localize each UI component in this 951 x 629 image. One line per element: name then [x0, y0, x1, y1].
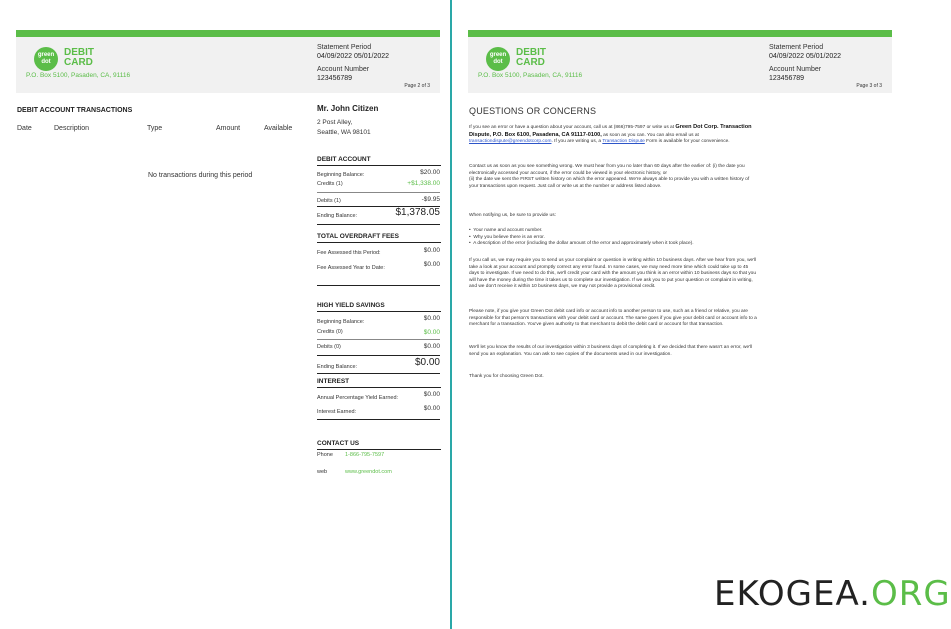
investigation-paragraph: If you call us, we may require you to send us your complaint or question in writing within 10 business days. After we hear from you, we'll take a look at your account and promptly correct any error found. In some cases, we may need more time which could take up to 45 days to investigate. If we need to do this, we'll credit your card with the amount you think is an error within 10 business days so that you will have the money during the time it takes us to complete our investigation. If we ask you to put your question or complaint in writing, and we don't receive it within 10 business days, we may not provide a provisional credit.	[469, 258, 757, 290]
overdraft-period-label: Fee Assessed this Period:	[317, 250, 381, 256]
contact-web-label: web	[317, 469, 328, 475]
site-watermark: EKOGEA.ORG	[714, 574, 951, 614]
brand-address: P.O. Box 5100, Pasaden, CA, 91116	[26, 72, 131, 79]
column-available: Available	[264, 125, 293, 132]
debit-ending-value: $1,378.05	[395, 207, 440, 218]
divider-line	[317, 373, 440, 374]
savings-beginning-label: Beginning Balance:	[317, 319, 365, 325]
debit-credits-value: +$1,338.00	[407, 180, 440, 187]
statement-period-value: 04/09/2022 05/01/2022	[317, 53, 390, 60]
account-number-label: Account Number	[769, 66, 822, 73]
list-item: • Your name and account number.	[469, 228, 543, 233]
column-type: Type	[147, 125, 163, 132]
debit-beginning-label: Beginning Balance:	[317, 172, 365, 178]
notify-list	[469, 228, 759, 248]
debit-debits-value: -$9.95	[421, 196, 440, 203]
savings-debits-value: $0.00	[423, 343, 440, 350]
divider-line	[317, 339, 440, 340]
list-item: • Why you believe there is an error.	[469, 234, 545, 240]
savings-title: HIGH YIELD SAVINGS	[317, 302, 441, 312]
divider-line	[317, 224, 440, 225]
contact-deadline-paragraph: Contact us as soon as you see something wrong. We must hear from you no later than 60 days after the earlier of: (i) the date you electronically accessed your account, if the error could be viewed in your electronic history, or (ii) the date we sent the FIRST written history on which the error appeared. We're always able to provide you with a written history of your transactions upon request. Just call or write us at the number or address listed above.	[469, 164, 750, 189]
list-item: • A description of the error (including the dollar amount of the error and approximately when it took place).	[469, 241, 694, 247]
green-dot-logo-icon: green dot	[486, 47, 510, 71]
debit-beginning-value: $20.00	[420, 169, 440, 176]
interest-title: INTEREST	[317, 378, 441, 388]
brand-address: P.O. Box 5100, Pasaden, CA, 91116	[478, 72, 583, 79]
column-amount: Amount	[216, 125, 241, 132]
customer-name: Mr. John Citizen	[317, 104, 379, 113]
savings-debits-label: Debits (0)	[317, 344, 341, 350]
header-accent-bar	[468, 30, 892, 37]
divider-line	[317, 285, 440, 286]
customer-address-line1: 2 Post Alley,	[317, 119, 353, 126]
divider-line	[317, 355, 440, 356]
debit-account-title: DEBIT ACCOUNT	[317, 156, 441, 166]
responsibility-paragraph: Please note, if you give your Green Dot debit card info or account info to another person to use, such as a friend or relative, you are responsible for that person's transactions with your debit card or account. The same goes if you give your debit card or account info to a merchant for a transaction. You've given authority to that merchant to debit the debit card or account for that transaction.	[469, 309, 757, 328]
column-description: Description	[54, 125, 90, 132]
overdraft-ytd-value: $0.00	[423, 261, 440, 268]
interest-earned-value: $0.00	[423, 405, 440, 412]
statement-page-2	[0, 0, 450, 629]
contact-phone-label: Phone	[317, 452, 333, 458]
statement-period-label: Statement Period	[317, 44, 372, 51]
contact-web-link[interactable]: www.greendot.com	[345, 469, 392, 475]
transactions-title: DEBIT ACCOUNT TRANSACTIONS	[17, 107, 133, 114]
thank-you-text: Thank you for choosing Green Dot.	[469, 374, 544, 379]
brand-name: DEBIT CARD	[516, 47, 546, 68]
statement-header	[16, 37, 440, 93]
dispute-form-link[interactable]: Transaction Dispute	[602, 139, 645, 145]
debit-credits-label: Credits (1)	[317, 181, 343, 187]
notify-intro: When notifying us, be sure to provide us:	[469, 213, 556, 218]
savings-ending-value: $0.00	[414, 357, 440, 368]
interest-apy-value: $0.00	[423, 391, 440, 398]
statement-period-label: Statement Period	[769, 44, 824, 51]
account-number-value: 123456789	[317, 75, 353, 82]
page-number: Page 2 of 3	[404, 83, 430, 89]
debit-debits-label: Debits (1)	[317, 198, 341, 204]
divider-line	[317, 419, 440, 420]
green-dot-logo-icon: green dot	[34, 47, 58, 71]
overdraft-ytd-label: Fee Assessed Year to Date:	[317, 265, 385, 271]
savings-credits-value: $0.00	[423, 329, 440, 336]
dispute-email-link[interactable]: transactiondispute@greendotcorp.com	[469, 139, 552, 145]
account-number-value: 123456789	[769, 75, 805, 82]
questions-title: QUESTIONS OR CONCERNS	[469, 106, 597, 116]
dispute-paragraph: If you see an error or have a question about your account, call us at (866)795-7597 or write us at Green Dot Corp. Transaction Dispute, P.O. Box 6100, Pasadena, CA 91117-0100, as soon as you can. You can also email us at transactiondispute@greendotcorp.com. If you are writing us, a Transaction Dispute Form is available for your convenience.	[469, 124, 752, 145]
interest-earned-label: Interest Earned:	[317, 409, 357, 415]
interest-apy-label: Annual Percentage Yield Earned:	[317, 395, 399, 401]
savings-credits-label: Credits (0)	[317, 329, 343, 335]
savings-beginning-value: $0.00	[423, 315, 440, 322]
debit-ending-label: Ending Balance:	[317, 213, 358, 219]
statement-header	[468, 37, 892, 93]
header-accent-bar	[16, 30, 440, 37]
contact-title: CONTACT US	[317, 440, 441, 450]
page-number: Page 3 of 3	[856, 83, 882, 89]
no-transactions-message: No transactions during this period	[148, 172, 253, 179]
contact-phone-link[interactable]: 1-866-795-7597	[345, 452, 385, 458]
statement-period-value: 04/09/2022 05/01/2022	[769, 53, 842, 60]
overdraft-period-value: $0.00	[423, 247, 440, 254]
column-date: Date	[17, 125, 32, 132]
overdraft-title: TOTAL OVERDRAFT FEES	[317, 233, 441, 243]
customer-address-line2: Seattle, WA 98101	[317, 129, 371, 136]
brand-name: DEBIT CARD	[64, 47, 94, 68]
savings-ending-label: Ending Balance:	[317, 364, 358, 370]
results-paragraph: We'll let you know the results of our investigation within 3 business days of completing it. If we decided that there wasn't an error, we'll send you an explanation. You can ask to see copies of the documents used in our investigation.	[469, 345, 753, 357]
account-number-label: Account Number	[317, 66, 370, 73]
divider-line	[317, 192, 440, 193]
